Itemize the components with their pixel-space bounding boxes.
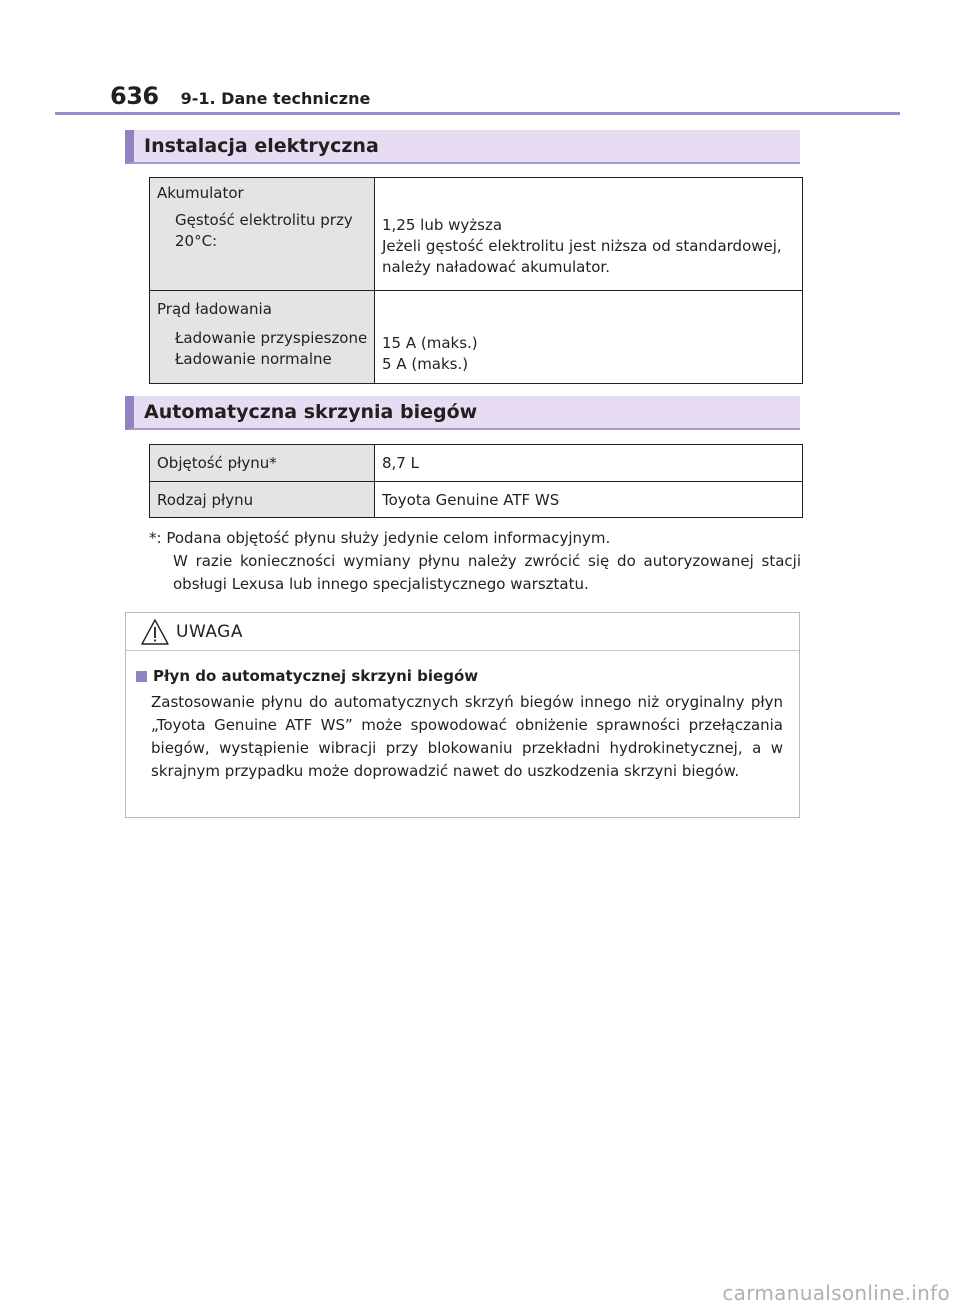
table-row	[150, 291, 803, 384]
row-label: Prąd ładowania	[157, 300, 272, 318]
caution-item-heading	[136, 665, 783, 688]
row-sub-label: 20°C:	[175, 232, 218, 250]
row-label-cell	[150, 178, 375, 291]
caution-body	[126, 651, 799, 783]
row-value: 15 A (maks.)	[382, 334, 478, 352]
caution-title: UWAGA	[176, 621, 243, 642]
row-label: Rodzaj płynu	[150, 482, 375, 518]
row-label: Objętość płynu*	[150, 445, 375, 482]
row-sub-label: Gęstość elektrolitu przy	[175, 211, 353, 229]
section-title-electrical: Instalacja elektryczna	[144, 135, 379, 157]
footnote-first-line: *: Podana objętość płynu służy jedynie celom informacyjnym.	[149, 529, 611, 547]
page-number: 636	[110, 82, 159, 110]
row-value-cell	[375, 178, 803, 291]
row-value: należy naładować akumulator.	[382, 258, 610, 276]
row-value: 5 A (maks.)	[382, 355, 469, 373]
section-heading-electrical	[125, 130, 800, 164]
row-value: Toyota Genuine ATF WS	[375, 482, 803, 518]
row-label-cell	[150, 291, 375, 384]
row-value-cell	[375, 291, 803, 384]
header-rule	[55, 112, 900, 115]
page-header	[110, 82, 370, 112]
chapter-title: 9-1. Dane techniczne	[180, 89, 371, 108]
caution-box	[125, 612, 800, 818]
transmission-spec-table	[149, 444, 803, 518]
table-row	[150, 445, 803, 482]
row-value: Jeżeli gęstość elektrolitu jest niższa od standardowej,	[382, 237, 782, 255]
electrical-spec-table	[149, 177, 803, 384]
row-value: 1,25 lub wyższa	[382, 216, 503, 234]
row-value: 8,7 L	[375, 445, 803, 482]
section-title-transmission: Automatyczna skrzynia biegów	[144, 401, 478, 423]
row-label: Akumulator	[157, 184, 244, 202]
row-sub-label: Ładowanie normalne	[175, 350, 332, 368]
warning-triangle-icon	[140, 618, 170, 646]
square-bullet-icon	[136, 671, 147, 682]
section-heading-transmission	[125, 396, 800, 430]
table-row	[150, 178, 803, 291]
watermark: carmanualsonline.info	[722, 1281, 950, 1305]
table-row	[150, 482, 803, 518]
footnote	[149, 527, 801, 596]
row-sub-label: Ładowanie przyspieszone	[175, 329, 368, 347]
caution-item-title: Płyn do automatycznej skrzyni biegów	[153, 667, 479, 685]
caution-header	[126, 613, 799, 651]
caution-item-text: Zastosowanie płynu do automatycznych skrzyń biegów innego niż oryginalny płyn „Toyota Genuine ATF WS” może spowodować obniżenie sprawności przełączania biegów, wystąpienie wibracji przy blokowaniu przekładni hydrokinetycznej, a w skrajnym przypadku może doprowadzić nawet do uszkodzenia skrzyni biegów.	[151, 693, 783, 780]
footnote-text: W razie konieczności wymiany płynu należy zwrócić się do autoryzowanej stacji obsługi Lexusa lub innego specjalistycznego warsztatu.	[173, 552, 801, 593]
